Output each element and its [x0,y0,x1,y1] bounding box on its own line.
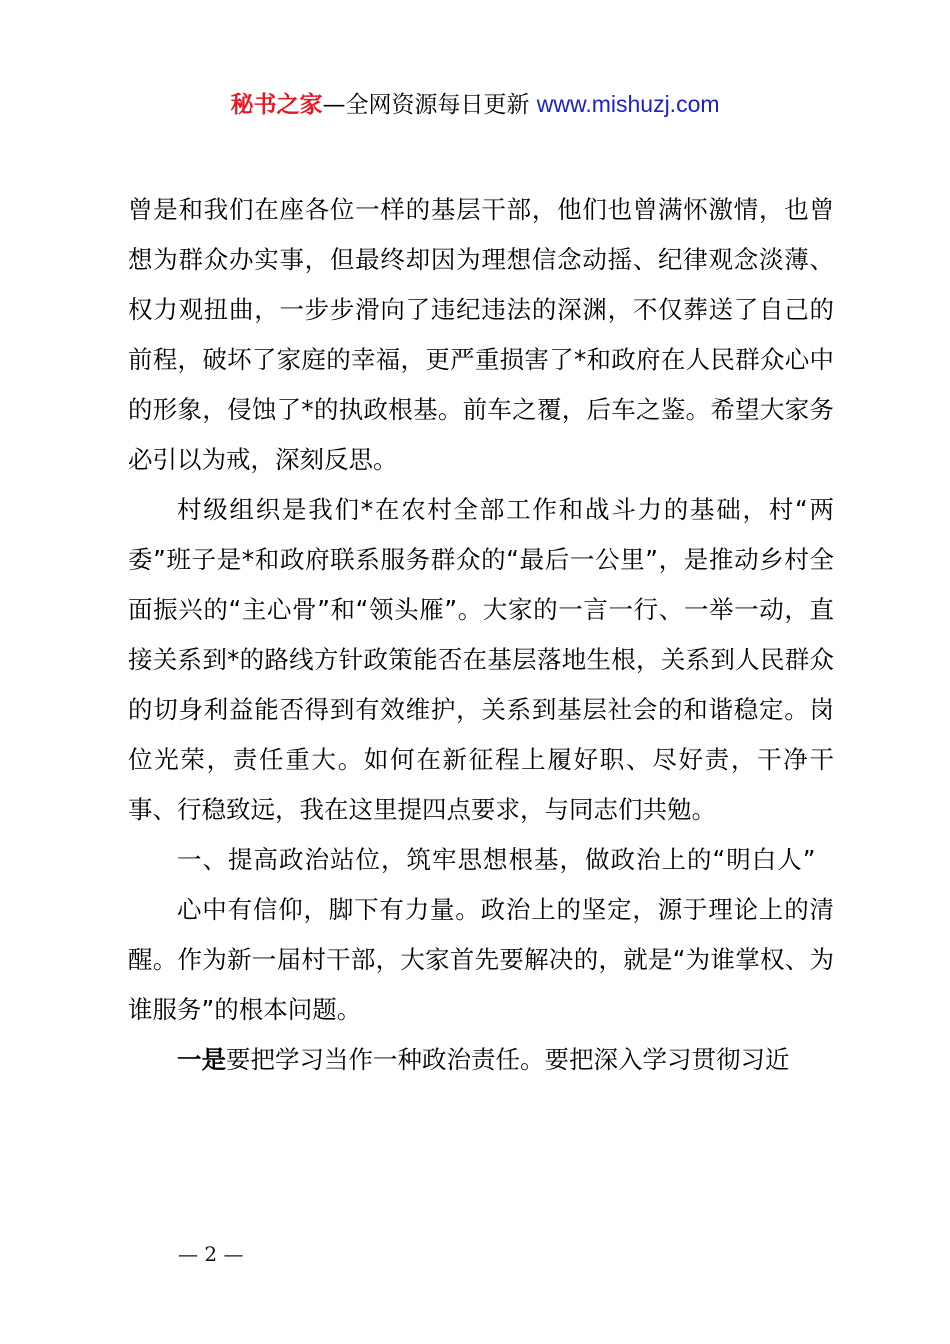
site-url-link[interactable]: www.mishuzj.com [536,91,720,117]
site-header [0,86,950,123]
section-heading-1: 一、提高政治站位，筑牢思想根基，做政治上的“明白人” [177,845,817,874]
point-one-text: 要把学习当作一种政治责任。要把深入学习贯彻习近 [226,1045,790,1074]
point-one-lead: 一是 [177,1045,226,1074]
paragraph-political-stance: 心中有信仰，脚下有力量。政治上的坚定，源于理论上的清醒。作为新一届村干部，大家首先要解决的，就是“为谁掌权、为谁服务”的根本问题。 [128,895,834,1024]
paragraph-village-organization: 村级组织是我们*在农村全部工作和战斗力的基础，村“两委”班子是*和政府联系服务群众的“最后一公里”，是推动乡村全面振兴的“主心骨”和“领头雁”。大家的一言一行、一举一动，直接关系到*的路线方针政策能否在基层落地生根，关系到人民群众的切身利益能否得到有效维护，关系到基层社会的和谐稳定。岗位光荣，责任重大。如何在新征程上履好职、尽好责，干净干事、行稳致远，我在这里提四点要求，与同志们共勉。 [128,495,834,824]
paragraph-point-one [128,1035,834,1085]
page-number: — 2 — [178,1242,244,1266]
document-body [128,185,834,1085]
header-tagline: —全网资源每日更新 [322,92,537,118]
paragraph-continued: 曾是和我们在座各位一样的基层干部，他们也曾满怀激情，也曾想为群众办实事，但最终却因为理想信念动摇、纪律观念淡薄、权力观扭曲，一步步滑向了违纪违法的深渊，不仅葬送了自己的前程，破坏了家庭的幸福，更严重损害了*和政府在人民群众心中的形象，侵蚀了*的执政根基。前车之覆，后车之鉴。希望大家务必引以为戒，深刻反思。 [128,195,834,474]
brand-name: 秘书之家 [230,92,323,118]
